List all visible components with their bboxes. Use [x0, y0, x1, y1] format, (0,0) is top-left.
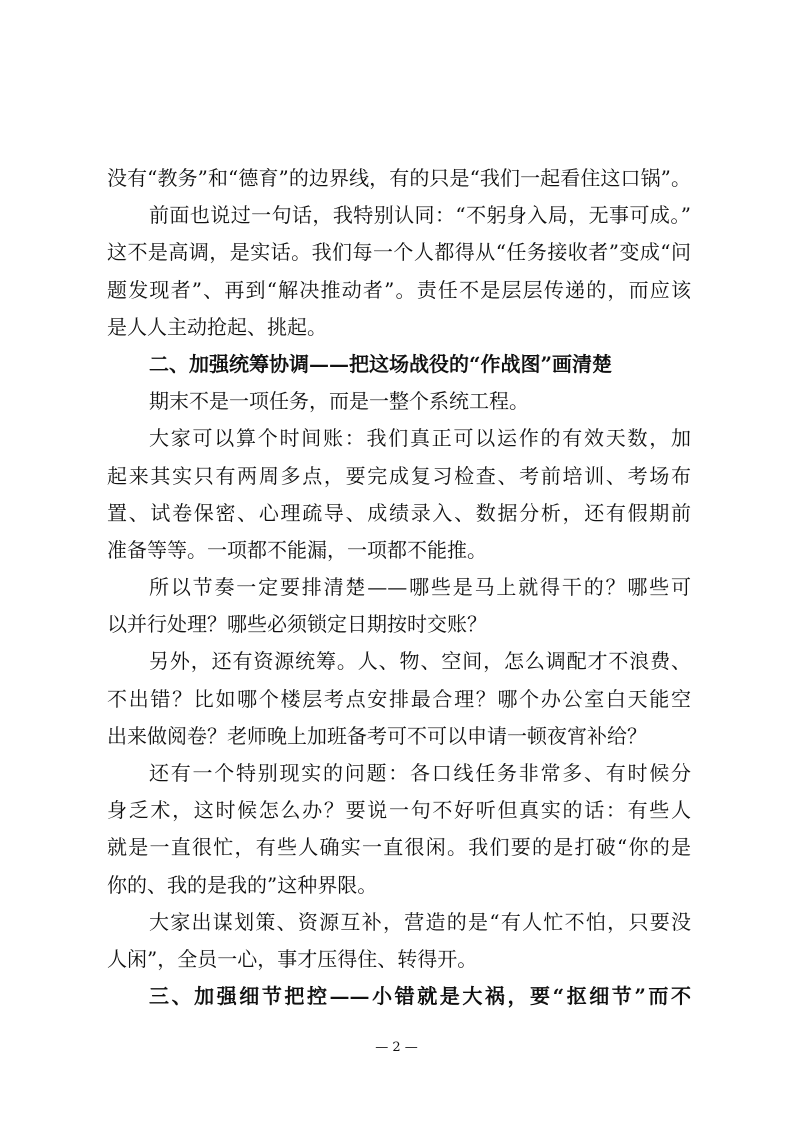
text-line: 人闲”，全员一心，事才压得住、转得开。	[107, 946, 478, 971]
paragraph	[107, 197, 691, 346]
text-line: 大家出谋划策、资源互补，营造的是“有人忙不怕，只要没	[149, 909, 691, 934]
text-line: 身乏术，这时候怎么办？要说一句不好听但真实的话：有些人	[107, 798, 691, 823]
section-heading	[107, 346, 691, 383]
text-line: 就是一直很忙，有些人确实一直很闲。我们要的是打破“你的是	[107, 835, 691, 860]
text-line: 起来其实只有两周多点，要完成复习检查、考前培训、考场布	[107, 463, 691, 488]
paragraph	[107, 160, 691, 197]
text-line: 期末不是一项任务，而是一整个系统工程。	[149, 389, 529, 414]
text-line: 所以节奏一定要排清楚——哪些是马上就得干的？哪些可	[149, 575, 691, 600]
text-line: 另外，还有资源统筹。人、物、空间，怎么调配才不浪费、	[149, 649, 691, 674]
text-line: 前面也说过一句话，我特别认同：“不躬身入局，无事可成。”	[149, 203, 691, 228]
paragraph	[107, 755, 691, 904]
text-line: 你的、我的是我的”这种界限。	[107, 872, 378, 897]
section-heading	[107, 978, 691, 1015]
text-line: 是人人主动抢起、挑起。	[107, 314, 327, 339]
text-line: 准备等等。一项都不能漏，一项都不能推。	[107, 537, 487, 562]
paragraph	[107, 383, 691, 420]
text-line: 出来做阅卷？老师晚上加班备考可不可以申请一顿夜宵补给？	[107, 723, 647, 748]
text-line: 置、试卷保密、心理疏导、成绩录入、数据分析，还有假期前	[107, 500, 691, 525]
page-number: — 2 —	[375, 1040, 418, 1055]
text-line: 不出错？比如哪个楼层考点安排最合理？哪个办公室白天能空	[107, 686, 691, 711]
text-line: 二、加强统筹协调——把这场战役的“作战图”画清楚	[149, 351, 613, 376]
text-line: 题发现者”、再到“解决推动者”。责任不是层层传递的，而应该	[107, 277, 691, 302]
text-line: 三、加强细节把控——小错就是大祸，要“抠细节”而不	[149, 984, 691, 1009]
text-line: 还有一个特别现实的问题：各口线任务非常多、有时候分	[149, 761, 691, 785]
text-line: 这不是高调，是实话。我们每一个人都得从“任务接收者”变成“问	[107, 240, 691, 265]
paragraph	[107, 569, 691, 643]
paragraph	[107, 904, 691, 978]
paragraph	[107, 420, 691, 569]
document-body	[107, 160, 691, 1015]
paragraph	[107, 643, 691, 755]
text-line: 没有“教务”和“德育”的边界线，有的只是“我们一起看住这口锅”。	[107, 166, 691, 190]
text-line: 大家可以算个时间账：我们真正可以运作的有效天数，加	[149, 426, 691, 451]
text-line: 以并行处理？哪些必须锁定日期按时交账？	[107, 612, 487, 637]
